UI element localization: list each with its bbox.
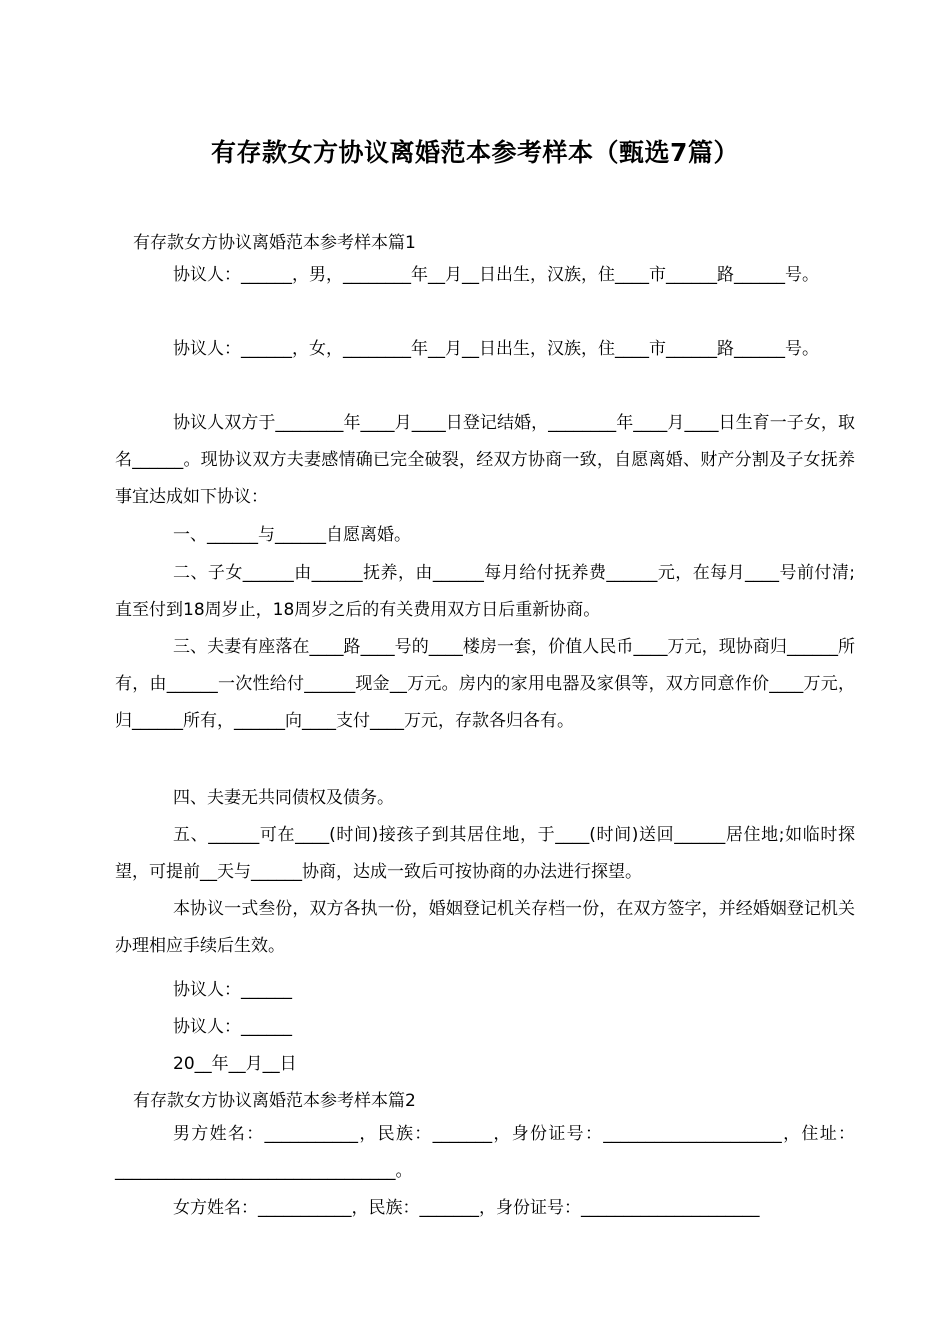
signature-line-1: 协议人：______ — [173, 980, 292, 1000]
section-1-heading: 有存款女方协议离婚范本参考样本篇1 — [133, 233, 416, 253]
section-2-heading: 有存款女方协议离婚范本参考样本篇2 — [133, 1091, 416, 1111]
clause-4-debts: 四、夫妻无共同债权及债务。 — [173, 788, 394, 808]
paragraph-male-info: 男方姓名：___________，民族：_______，身份证号：_____________________，住址：_________________________________。 — [115, 1124, 855, 1181]
paragraph-copies: 本协议一式叁份，双方各执一份，婚姻登记机关存档一份，在双方签字，并经婚姻登记机关办理相应手续后生效。 — [115, 899, 855, 956]
clause-2-child-custody: 二、子女______由______抚养，由______每月给付抚养费______元，在每月____号前付清;直至付到18周岁止，18周岁之后的有关费用双方日后重新协商。 — [115, 563, 855, 620]
paragraph-female-info: 女方姓名：___________，民族：_______，身份证号：_____________________ — [173, 1198, 760, 1218]
date-line: 20__年__月__日 — [173, 1054, 297, 1074]
signature-line-2: 协议人：______ — [173, 1017, 292, 1037]
paragraph-marriage-info: 协议人双方于________年____月____日登记结婚，________年____月____日生育一子女，取名______。现协议双方夫妻感情确已完全破裂，经双方协商一致，自愿离婚、财产分割及子女抚养事宜达成如下协议： — [115, 413, 855, 507]
clause-1: 一、______与______自愿离婚。 — [173, 525, 411, 545]
document-title: 有存款女方协议离婚范本参考样本（甄选7篇） — [211, 138, 739, 167]
paragraph-party-female: 协议人：______，女，________年__月__日出生，汉族，住____市______路______号。 — [173, 339, 819, 359]
clause-3-property: 三、夫妻有座落在____路____号的____楼房一套，价值人民币____万元，现协商归______所有，由______一次性给付______现金__万元。房内的家用电器及家俱等，双方同意作价____万元，归______所有，______向____支付____万元，存款各归各有。 — [115, 637, 855, 731]
clause-5-visitation: 五、______可在____(时间)接孩子到其居住地，于____(时间)送回______居住地;如临时探望，可提前__天与______协商，达成一致后可按协商的办法进行探望。 — [115, 825, 855, 882]
paragraph-party-male: 协议人：______，男，________年__月__日出生，汉族，住____市______路______号。 — [173, 265, 819, 285]
